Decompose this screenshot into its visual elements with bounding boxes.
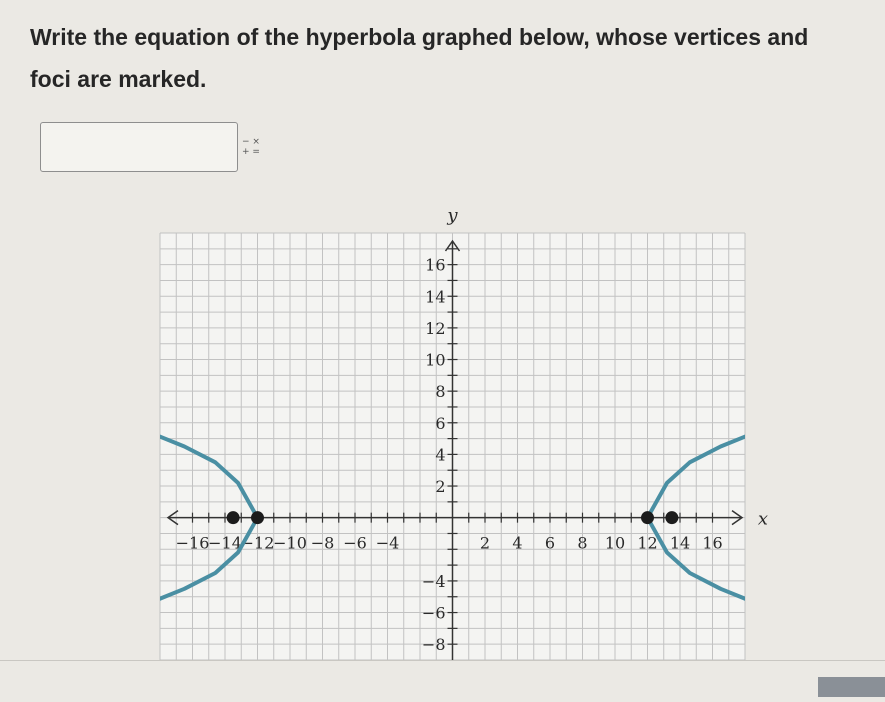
- x-tick-label: −14: [208, 533, 242, 553]
- y-tick-label: 8: [435, 382, 446, 402]
- footer-divider: [0, 660, 885, 661]
- x-tick-label: 16: [702, 533, 723, 553]
- y-axis-label: y: [447, 205, 458, 226]
- marked-point: [641, 511, 654, 524]
- y-tick-label: 14: [425, 287, 446, 307]
- marked-point: [251, 511, 264, 524]
- y-tick-label: 6: [435, 413, 446, 433]
- y-tick-label: 16: [425, 255, 446, 275]
- x-tick-label: −12: [240, 533, 275, 553]
- x-tick-label: −16: [175, 533, 210, 553]
- x-tick-label: −4: [375, 533, 400, 553]
- question-line-1: Write the equation of the hyperbola graphed below, whose vertices and: [30, 24, 809, 50]
- math-keyboard-top: − ×: [242, 137, 260, 147]
- y-tick-label: −4: [421, 571, 446, 591]
- x-tick-label: 6: [544, 533, 556, 553]
- x-tick-label: −10: [273, 533, 307, 553]
- y-tick-label: −8: [421, 635, 446, 655]
- math-keyboard-bottom: + =: [242, 147, 260, 157]
- x-tick-label: 14: [669, 533, 691, 553]
- x-tick-label: −8: [310, 533, 335, 553]
- x-tick-label: 8: [577, 533, 588, 553]
- x-tick-label: −6: [343, 533, 367, 553]
- y-tick-label: 4: [435, 445, 446, 465]
- marked-point: [227, 511, 240, 524]
- x-tick-label: 12: [637, 533, 658, 553]
- question-line-2: foci are marked.: [30, 66, 207, 92]
- footer-button[interactable]: [818, 677, 885, 697]
- x-axis-label: x: [757, 508, 769, 530]
- x-tick-label: 2: [479, 533, 491, 553]
- y-tick-label: 10: [425, 350, 446, 370]
- x-tick-label: 10: [604, 533, 626, 553]
- y-tick-label: 12: [425, 318, 446, 338]
- x-tick-label: 4: [512, 533, 523, 553]
- y-tick-label: 2: [435, 477, 446, 497]
- y-tick-label: −6: [421, 603, 446, 623]
- marked-point: [665, 511, 678, 524]
